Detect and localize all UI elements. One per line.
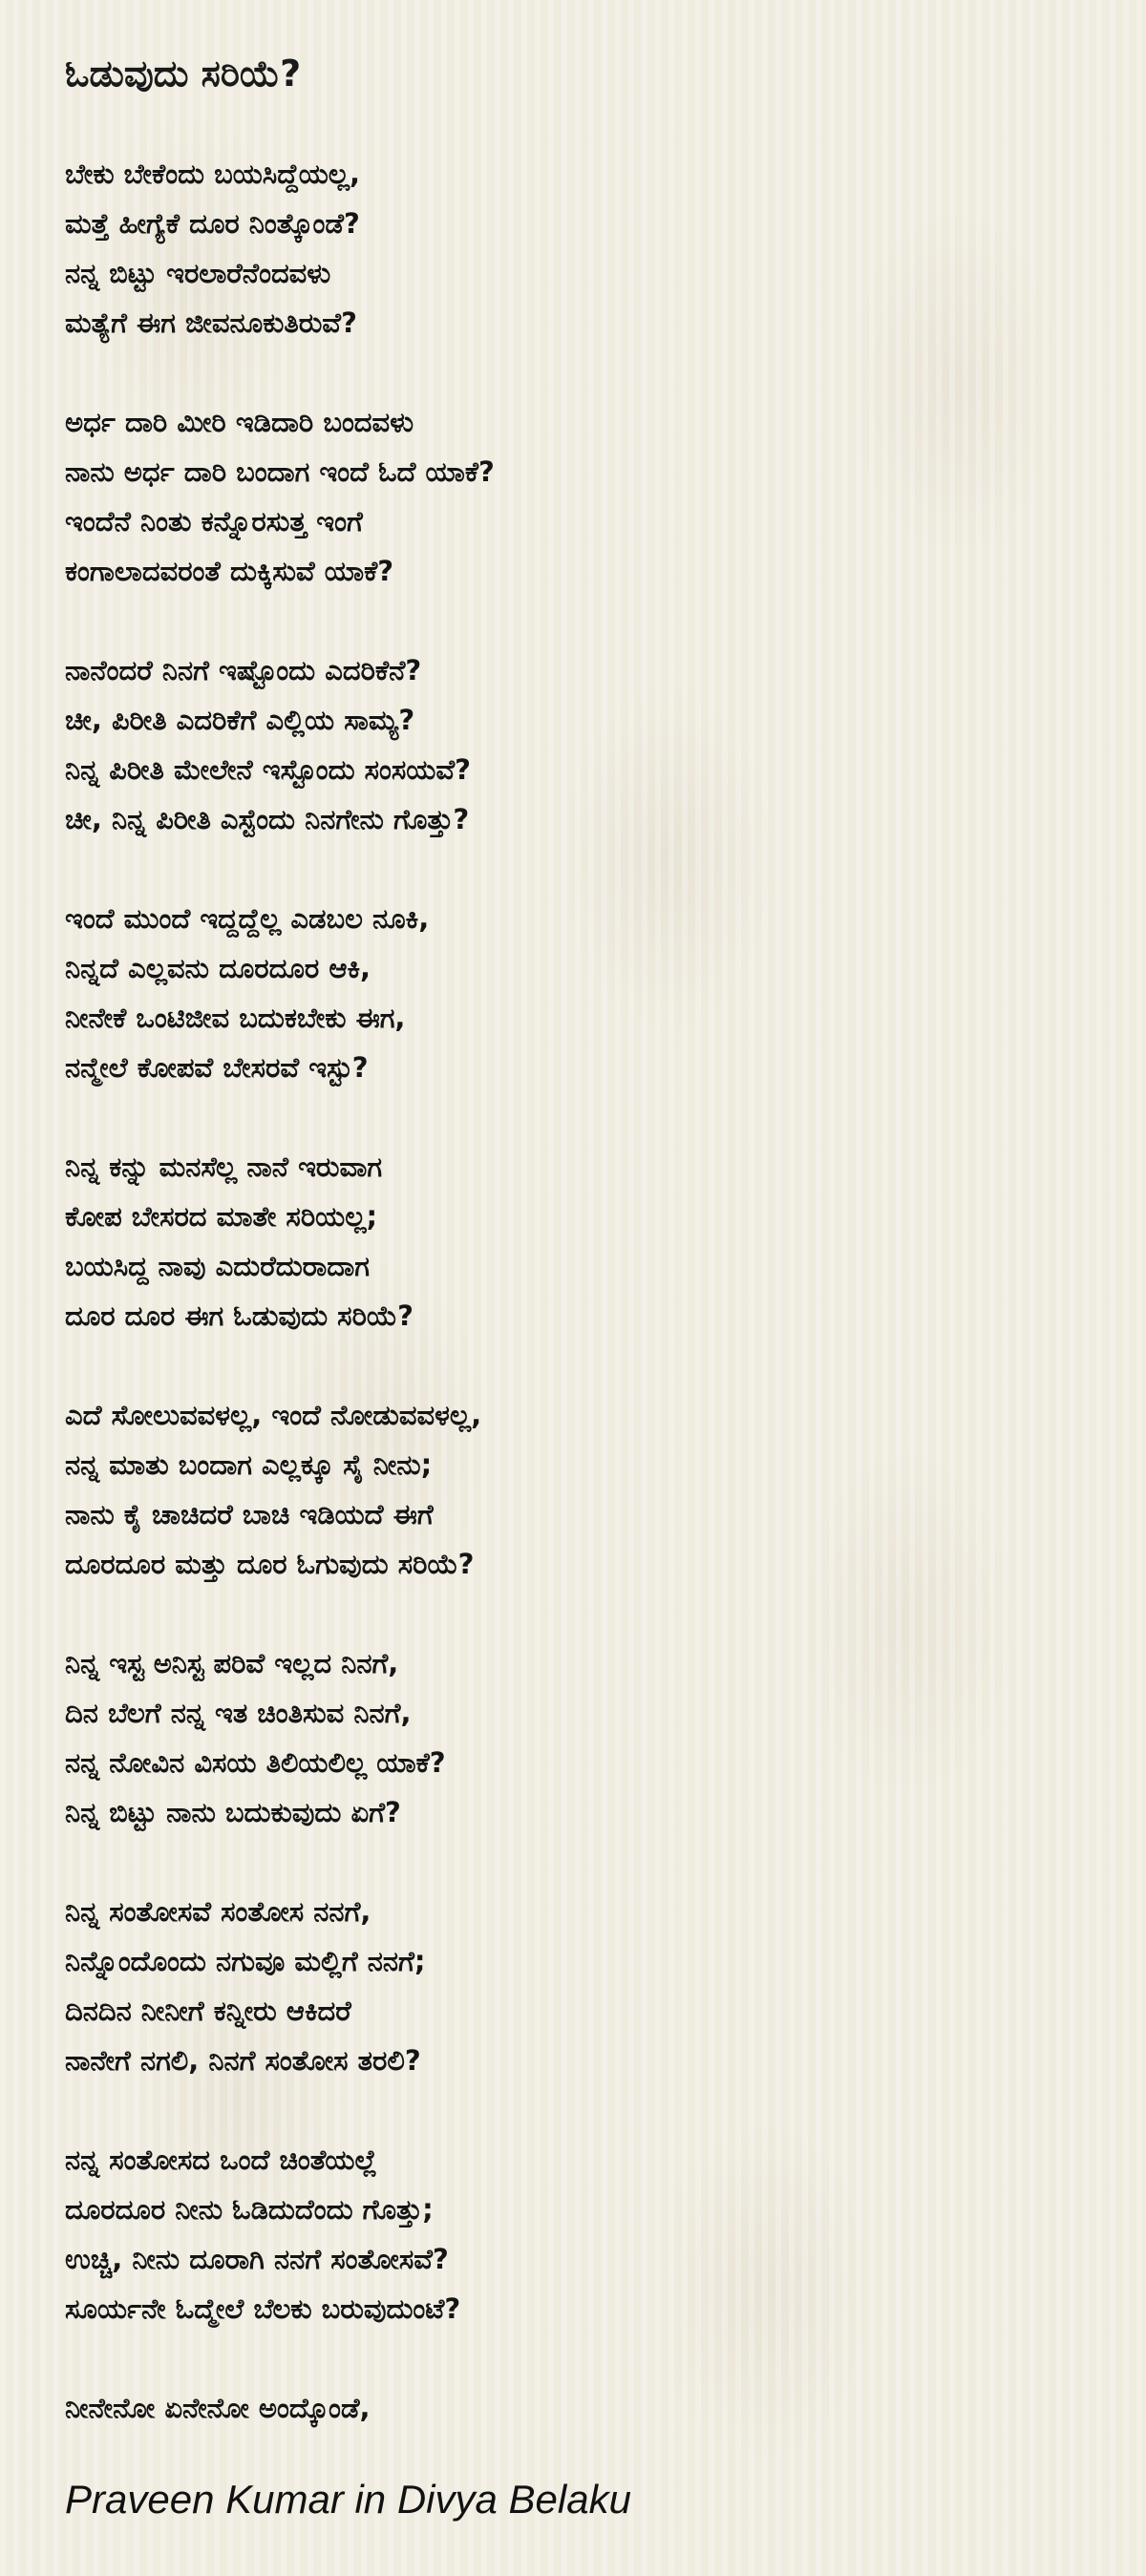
poem-line: ನಾನೇಗೆ ನಗಲಿ, ನಿನಗೆ ಸಂತೋಸ ತರಲಿ? xyxy=(65,2044,421,2077)
poem-line: ಬೇಕು ಬೇಕೆಂದು ಬಯಸಿದ್ದೆಯಲ್ಲ, xyxy=(65,158,361,190)
poem-line: ನಾನು ಅರ್ಧ ದಾರಿ ಬಂದಾಗ ಇಂದೆ ಓದೆ ಯಾಕೆ? xyxy=(65,455,495,488)
poem-line: ನಿನ್ನೊಂದೊಂದು ನಗುವೂ ಮಲ್ಲಿಗೆ ನನಗೆ; xyxy=(65,1945,426,1977)
poem-line: ನಿನ್ನದೆ ಎಲ್ಲವನು ದೂರದೂರ ಆಕಿ, xyxy=(65,952,371,984)
poem-line: ನನ್ನ ಬಿಟ್ಟು ಇರಲಾರೆನೆಂದವಳು xyxy=(65,257,331,289)
poem-line: ಇಂದೆ ಮುಂದೆ ಇದ್ದದ್ದೆಲ್ಲ ಎಡಬಲ ನೂಕಿ, xyxy=(65,902,430,935)
poem-line: ಎದೆ ಸೋಲುವವಳಲ್ಲ, ಇಂದೆ ನೋಡುವವಳಲ್ಲ, xyxy=(65,1399,482,1431)
poem-line: ನನ್ನ ನೋವಿನ ವಿಸಯ ತಿಲಿಯಲಿಲ್ಲ ಯಾಕೆ? xyxy=(65,1746,446,1779)
poem-line: ಸೂರ್ಯನೇ ಓದ್ಮೇಲೆ ಬೆಲಕು ಬರುವುದುಂಟೆ? xyxy=(65,2292,461,2325)
poem-stanza xyxy=(65,1638,1096,1837)
poem-line: ನಿನ್ನ ಪಿರೀತಿ ಮೇಲೇನೆ ಇಸ್ಟೊಂದು ಸಂಸಯವೆ? xyxy=(65,753,471,786)
poem-stanza xyxy=(65,397,1096,596)
poem-line: ದಿನದಿನ ನೀನೀಗೆ ಕನ್ನೀರು ಆಕಿದರೆ xyxy=(65,1995,351,2027)
poem-title: ಓಡುವುದು ಸರಿಯೆ? xyxy=(65,53,302,95)
poem-line: ನನ್ನ ಮಾತು ಬಂದಾಗ ಎಲ್ಲಕ್ಕೂ ಸೈ ನೀನು; xyxy=(65,1448,433,1481)
poem-line: ನಿನ್ನ ಸಂತೋಸವೆ ಸಂತೋಸ ನನಗೆ, xyxy=(65,1895,371,1928)
poem-line: ನಿನ್ನ ಬಿಟ್ಟು ನಾನು ಬದುಕುವುದು ಏಗೆ? xyxy=(65,1796,401,1828)
poem-line: ಅರ್ಧ ದಾರಿ ಮೀರಿ ಇಡಿದಾರಿ ಬಂದವಳು xyxy=(65,406,414,438)
poem-body xyxy=(65,149,1096,2433)
poem-line: ಕೋಪ ಬೇಸರದ ಮಾತೇ ಸರಿಯಲ್ಲ; xyxy=(65,1200,378,1233)
poem-stanza xyxy=(65,149,1096,348)
poem-line: ಚೀ, ನಿನ್ನ ಪಿರೀತಿ ಎಸ್ಟೆಂದು ನಿನಗೇನು ಗೊತ್ತು? xyxy=(65,803,470,835)
poem-line: ನಿನ್ನ ಕನ್ನು ಮನಸೆಲ್ಲ ನಾನೆ ಇರುವಾಗ xyxy=(65,1151,383,1183)
poem-line: ಚೀ, ಪಿರೀತಿ ಎದರಿಕೆಗೆ ಎಲ್ಲಿಯ ಸಾಮ್ಯ? xyxy=(65,704,415,736)
poem-line: ಉಚ್ಚಿ, ನೀನು ದೂರಾಗಿ ನನಗೆ ಸಂತೋಸವೆ? xyxy=(65,2243,449,2275)
poem-line: ನೀನೇನೋ ಏನೇನೋ ಅಂದ್ಕೊಂಡೆ, xyxy=(65,2392,371,2424)
poem-line: ದಿನ ಬೆಲಗೆ ನನ್ನ ಇತ ಚಿಂತಿಸುವ ನಿನಗೆ, xyxy=(65,1697,412,1729)
poem-line: ನಾನು ಕೈ ಚಾಚಿದರೆ ಬಾಚಿ ಇಡಿಯದೆ ಈಗೆ xyxy=(65,1498,434,1531)
poem-line: ಬಯಸಿದ್ದ ನಾವು ಎದುರೆದುರಾದಾಗ xyxy=(65,1250,370,1282)
poem-page xyxy=(65,44,1096,2482)
poem-line: ಕಂಗಾಲಾದವರಂತೆ ದುಕ್ಕಿಸುವೆ ಯಾಕೆ? xyxy=(65,555,394,587)
poem-stanza xyxy=(65,1887,1096,2085)
author-attribution: Praveen Kumar in Divya Belaku xyxy=(65,2477,631,2522)
poem-line: ನನ್ಮೇಲೆ ಕೋಪವೆ ಬೇಸರವೆ ಇಸ್ಟು? xyxy=(65,1051,369,1084)
poem-line: ನನ್ನ ಸಂತೋಸದ ಒಂದೆ ಚಿಂತೆಯಲ್ಲೆ xyxy=(65,2143,377,2176)
poem-line: ದೂರ ದೂರ ಈಗ ಓಡುವುದು ಸರಿಯೆ? xyxy=(65,1299,414,1332)
poem-line: ನಿನ್ನ ಇಸ್ಟ ಅನಿಸ್ಟ ಪರಿವೆ ಇಲ್ಲದ ನಿನಗೆ, xyxy=(65,1647,399,1679)
poem-line: ನಾನೆಂದರೆ ನಿನಗೆ ಇಷ್ಟೊಂದು ಎದರಿಕೆನೆ? xyxy=(65,654,422,686)
poem-stanza xyxy=(65,645,1096,844)
poem-line: ಇಂದೆನೆ ನಿಂತು ಕನ್ನೊರಸುತ್ತ ಇಂಗೆ xyxy=(65,505,363,538)
poem-stanza xyxy=(65,2135,1096,2333)
poem-stanza xyxy=(65,2383,1096,2433)
poem-stanza xyxy=(65,894,1096,1092)
poem-line: ನೀನೇಕೆ ಒಂಟಿಜೀವ ಬದುಕಬೇಕು ಈಗ, xyxy=(65,1002,406,1034)
poem-line: ಮತ್ಯೆಗೆ ಈಗ ಜೀವನೂಕುತಿರುವೆ? xyxy=(65,306,357,339)
poem-stanza xyxy=(65,1390,1096,1589)
poem-line: ದೂರದೂರ ನೀನು ಓಡಿದುದೆಂದು ಗೊತ್ತು; xyxy=(65,2193,434,2226)
poem-stanza xyxy=(65,1142,1096,1341)
poem-line: ದೂರದೂರ ಮತ್ತು ದೂರ ಓಗುವುದು ಸರಿಯೆ? xyxy=(65,1548,475,1580)
poem-line: ಮತ್ತೆ ಹೀಗ್ಯೆಕೆ ದೂರ ನಿಂತ್ಕೊಂಡೆ? xyxy=(65,207,360,240)
